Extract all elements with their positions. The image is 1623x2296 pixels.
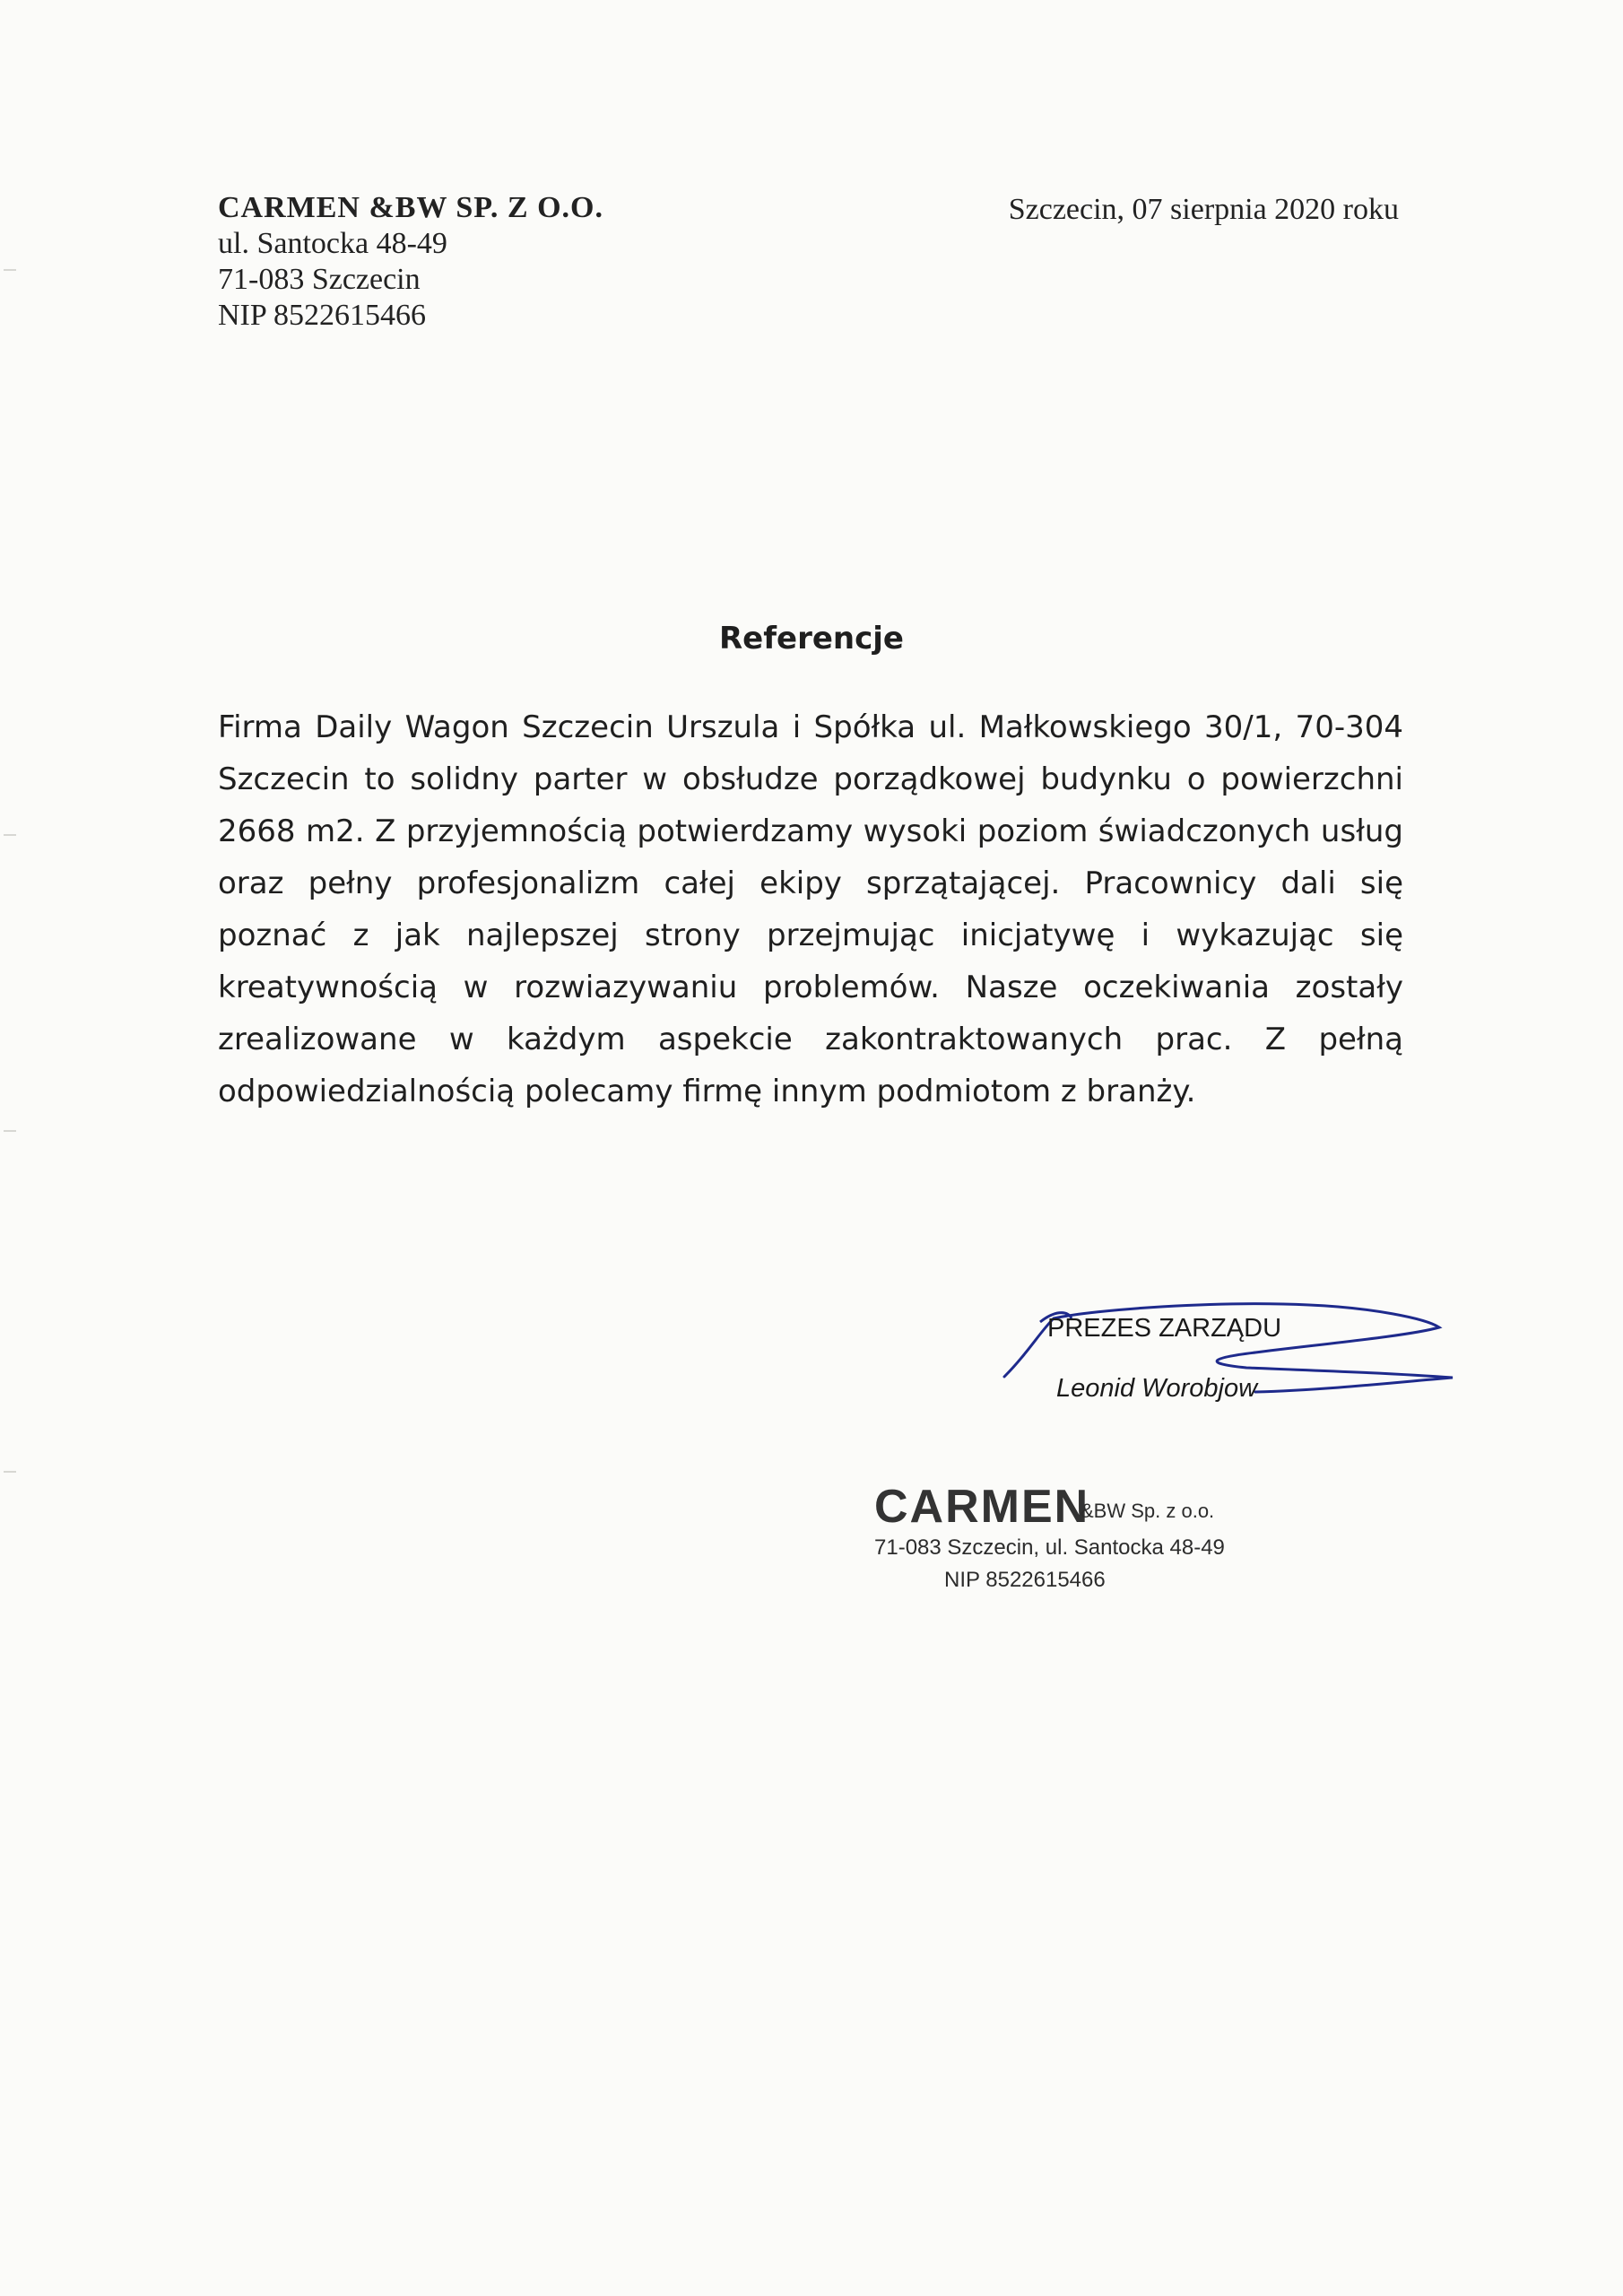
signature-block <box>986 1292 1471 1453</box>
document-title: Referencje <box>719 621 904 657</box>
scan-edge-mark <box>4 1471 16 1473</box>
company-stamp <box>874 1480 1251 1596</box>
sender-address-block <box>218 190 603 334</box>
sender-nip: NIP 8522615466 <box>218 299 427 332</box>
stamp-logo: CARMEN <box>874 1481 1090 1533</box>
signature-role: PREZES ZARZĄDU <box>1047 1314 1282 1343</box>
sender-city: 71-083 Szczecin <box>218 263 421 296</box>
scan-edge-mark <box>4 1130 16 1132</box>
stamp-address: 71-083 Szczecin, ul. Santocka 48-49 <box>874 1535 1225 1560</box>
signature-name: Leonid Worobjow <box>1056 1374 1258 1403</box>
scan-edge-mark <box>4 269 16 271</box>
sender-street: ul. Santocka 48-49 <box>218 227 447 260</box>
scan-edge-mark <box>4 834 16 836</box>
letter-body: Firma Daily Wagon Szczecin Urszula i Spółka ul. Małkowskiego 30/1, 70-304 Szczecin to solidny parter w obsłudze porządkowej budynku o powierzchni 2668 m2. Z przyjemnością potwierdzamy wysoki poziom świadczonych usług oraz pełny profesjonalizm całej ekipy sprzątającej. Pracownicy dali się poznać z jak najlepszej strony przejmując inicjatywę i wykazując się kreatywnością w rozwiazywaniu problemów. Nasze oczekiwania zostały zrealizowane w każdym aspekcie zakontraktowanych prac. Z pełną odpowiedzialnością polecamy firmę innym podmiotom z branży. <box>218 709 1403 1109</box>
sender-company: CARMEN &BW SP. Z O.O. <box>218 191 603 224</box>
letter-date: Szczecin, 07 sierpnia 2020 roku <box>1008 193 1399 226</box>
stamp-suffix: &BW Sp. z o.o. <box>1081 1500 1215 1522</box>
stamp-nip: NIP 8522615466 <box>944 1568 1106 1592</box>
